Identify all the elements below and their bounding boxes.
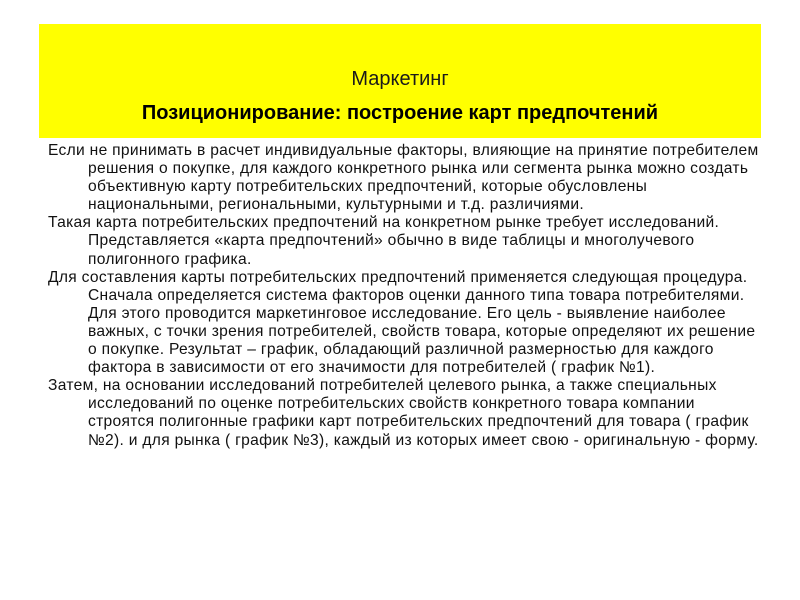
- paragraph-1: Если не принимать в расчет индивидуальные факторы, влияющие на принятие потребителем решения о покупке, для каждого конкретного рынка или сегмента рынка можно создать объективную карту потребительских предпочтений, которые обусловлены национальными, региональными, культурными и т.д. различиями.: [48, 142, 759, 214]
- paragraph-2: Такая карта потребительских предпочтений на конкретном рынке требует исследований. Представляется «карта предпочтений» обычно в виде таблицы и многолучевого полигонного графика.: [48, 214, 720, 268]
- title-banner: [39, 24, 761, 138]
- slide-main-title: Позиционирование: построение карт предпочтений: [141, 102, 659, 124]
- paragraph-3: Для составления карты потребительских предпочтений применяется следующая процедура. Сначала определяется система факторов оценки данного типа товара потребителями. Для этого проводится маркетинговое исследование. Его цель - выявление наиболее важных, с точки зрения потребителей, свойств товара, которые определяют их решение о покупке. Результат – график, обладающий различной размерностью для каждого фактора в зависимости от его значимости для потребителей ( график №1).: [48, 268, 756, 377]
- slide-subject-title: Маркетинг: [351, 68, 449, 90]
- paragraph-4: Затем, на основании исследований потребителей целевого рынка, а также специальных исследований по оценке потребительских свойств конкретного товара компании строятся полигонные графики карт потребительских предпочтений для товара ( график №2). и для рынка ( график №3), каждый из которых имеет свою - оригинальную - форму.: [48, 377, 759, 449]
- slide-body: [48, 142, 760, 450]
